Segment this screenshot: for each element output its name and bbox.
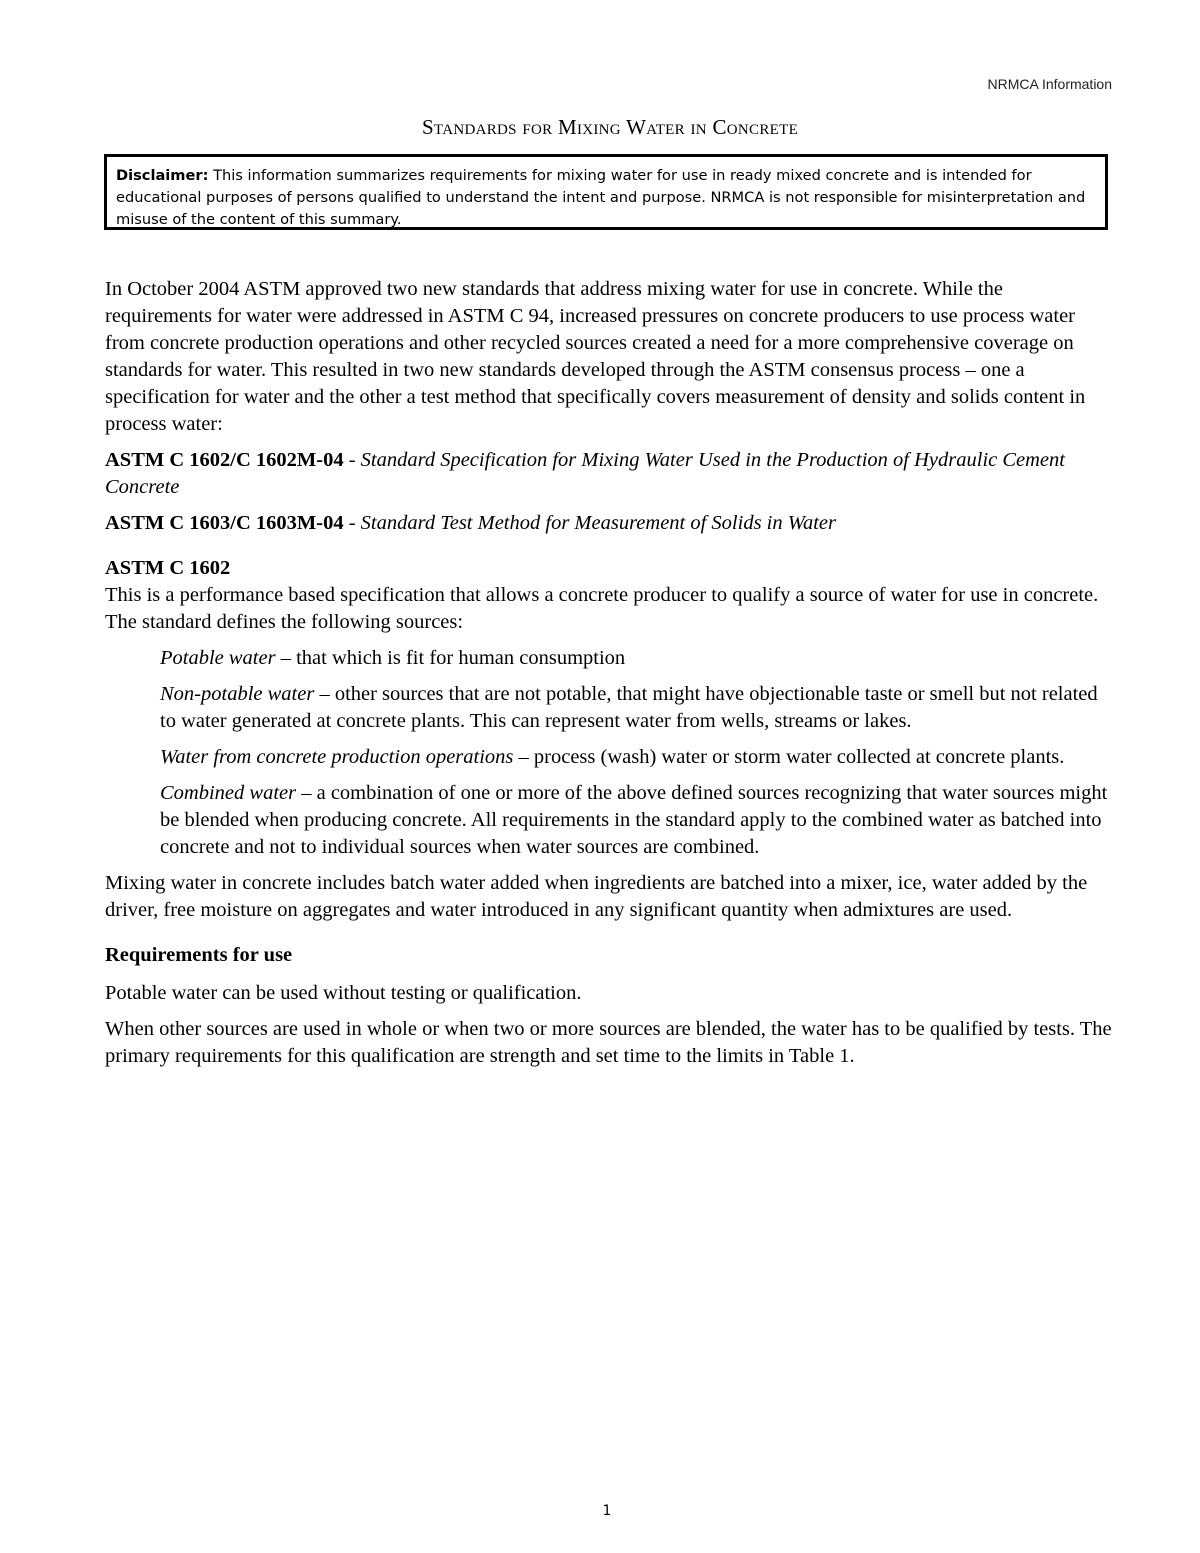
source-definition: [105, 744, 1115, 771]
standard-separator: -: [343, 449, 361, 471]
page-number: 1: [602, 1503, 612, 1519]
source-description: – a combination of one or more of the above defined sources recognizing that water sources might be blended when producing concrete. All requirements in the standard apply to the combined water as batched into concrete and not to individual sources when water sources are combined.: [160, 782, 1108, 858]
standard-code: ASTM C 1602/C 1602M-04: [105, 449, 344, 471]
source-term: Non-potable water: [160, 683, 315, 705]
standard-1603: [105, 510, 1115, 537]
header-label: NRMCA Information: [987, 76, 1112, 92]
source-term: Potable water: [160, 647, 276, 669]
standard-name: Standard Specification for Mixing Water Used in the Production of Hydraulic Cement Concrete: [105, 449, 1065, 498]
disclaimer-text: This information summarizes requirements for mixing water for use in ready mixed concrete and is intended for educational purposes of persons qualified to understand the intent and purpose. NRMCA is not responsible for misinterpretation and misuse of the content of this summary.: [116, 167, 1086, 228]
c1602-intro-paragraph: This is a performance based specification that allows a concrete producer to qualify a source of water for use in concrete. The standard defines the following sources:: [105, 584, 1099, 633]
source-definition: [105, 645, 1115, 672]
standard-code: ASTM C 1603/C 1603M-04: [105, 512, 344, 534]
source-definition: [105, 780, 1115, 861]
standard-1602: [105, 447, 1115, 501]
source-term: Water from concrete production operations: [160, 746, 514, 768]
requirements-paragraph: Potable water can be used without testing or qualification.: [105, 982, 582, 1004]
source-description: – process (wash) water or storm water collected at concrete plants.: [513, 746, 1065, 768]
standard-separator: -: [343, 512, 361, 534]
section-heading-c1602: ASTM C 1602: [105, 557, 231, 579]
section-heading-requirements: Requirements for use: [105, 944, 293, 966]
standard-name: Standard Test Method for Measurement of Solids in Water: [360, 512, 836, 534]
document-body: [105, 276, 1115, 1079]
source-definition: [105, 681, 1115, 735]
source-term: Combined water: [160, 782, 297, 804]
intro-paragraph: In October 2004 ASTM approved two new standards that address mixing water for use in concrete. While the requirements for water were addressed in ASTM C 94, increased pressures on concrete producers to use process water from concrete production operations and other recycled sources created a need for a more comprehensive coverage on standards for water. This resulted in two new standards developed through the ASTM consensus process – one a specification for water and the other a test method that specifically covers measurement of density and solids content in process water:: [105, 278, 1086, 435]
requirements-paragraph: When other sources are used in whole or when two or more sources are blended, the water has to be qualified by tests. The primary requirements for this qualification are strength and set time to the limits in Table 1.: [105, 1018, 1112, 1067]
mixing-water-paragraph: Mixing water in concrete includes batch water added when ingredients are batched into a mixer, ice, water added by the driver, free moisture on aggregates and water introduced in any significant quantity when admixtures are used.: [105, 872, 1088, 921]
source-description: – that which is fit for human consumption: [275, 647, 626, 669]
page-title: Standards for Mixing Water in Concrete: [421, 115, 799, 139]
disclaimer-label: Disclaimer:: [116, 167, 209, 184]
disclaimer-box: [104, 154, 1108, 230]
source-description: – other sources that are not potable, that might have objectionable taste or smell but not related to water generated at concrete plants. This can represent water from wells, streams or lakes.: [160, 683, 1098, 732]
